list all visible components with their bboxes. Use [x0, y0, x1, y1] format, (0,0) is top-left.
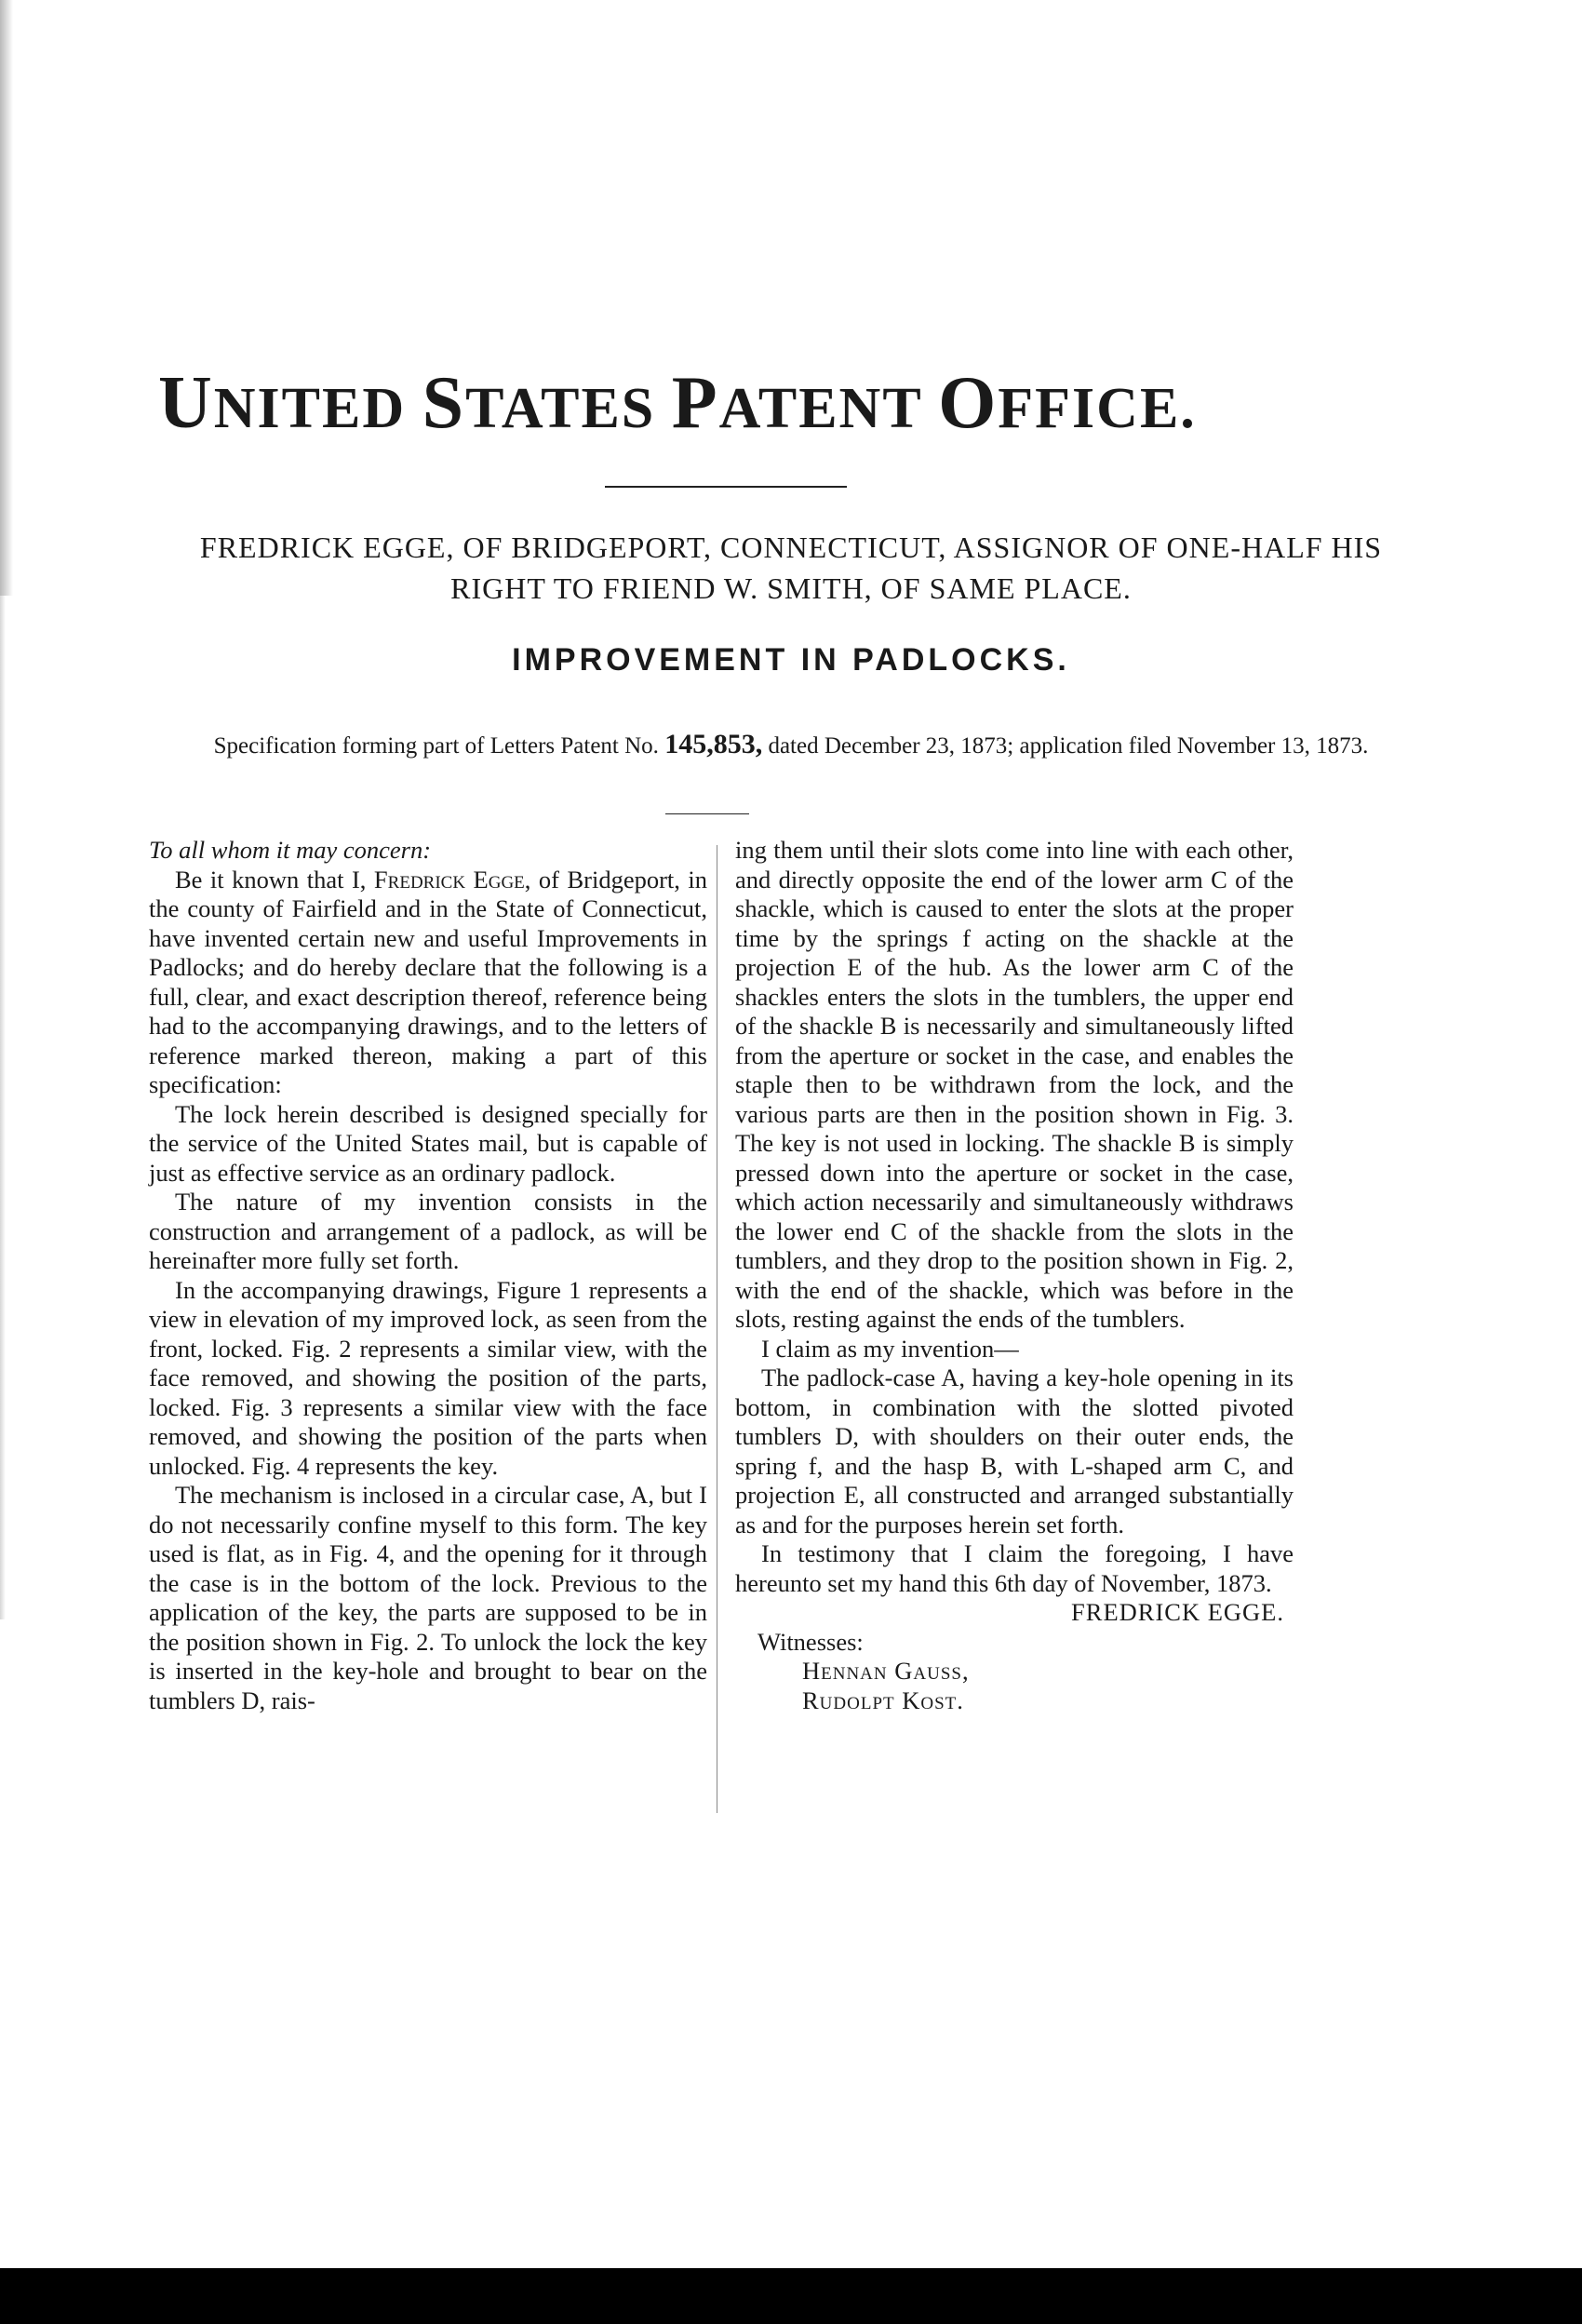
testimony: In testimony that I claim the foregoing, I have hereunto set my hand this 6th day of November, 1873. [735, 1539, 1294, 1597]
right-column [735, 836, 1294, 1715]
witness-2: Rudolpt Kost. [802, 1686, 964, 1714]
claim-intro: I claim as my invention— [761, 1334, 1019, 1363]
scan-edge-shadow [0, 0, 13, 596]
title-rule [605, 486, 847, 488]
office-title-letter: P [671, 362, 719, 444]
office-title-letter: S [422, 362, 466, 444]
witnesses-label: Witnesses: [757, 1627, 864, 1656]
office-title-rest: TATES [465, 377, 672, 440]
left-column [149, 836, 707, 1715]
office-title-letter: U [158, 362, 214, 444]
office-title-letter: O [938, 362, 999, 444]
specification-line [186, 728, 1396, 763]
paragraph-operation: ing them until their slots come into line with each other, and directly opposite the end of the lower arm C of the shackle, which is caused to enter the slots at the proper time by the springs f acting on the shackle at the projection E of the hub. As the lower arm C of the shackles enters the slots in the tumblers, the upper end of the shackle B is necessarily and simultaneously lifted from the aperture or socket in the case, and enables the staple then to be withdrawn from the lock, and the various parts are then in the position shown in Fig. 3. The key is not used in locking. The shackle B is simply pressed down into the aperture or socket in the case, which action necessarily and simultaneously withdraws the lower end C of the shackle from the slots in the tumblers, and they drop to the position shown in Fig. 2, with the end of the shackle, which was before in the slots, resting against the ends of the tumblers. [735, 836, 1294, 1333]
inventor-signature: FREDRICK EGGE. [1071, 1598, 1284, 1626]
intro-text-b: , of Bridgeport, in the county of Fairfield and in the State of Connecticut, have invented certain new and useful Improvements in Padlocks; and do hereby declare that the following is a full, clear, and exact description thereof, reference being had to the accompanying drawings, and to the letters of reference marked thereon, making a part of this specification: [149, 865, 707, 1098]
paragraph-intro [149, 866, 707, 1100]
scan-bottom-border [0, 2268, 1582, 2324]
paragraph-drawings: In the accompanying drawings, Figure 1 represents a view in elevation of my improved lock, as seen from the front, locked. Fig. 2 represents a similar view, with the face removed, and showing the position of the parts, locked. Fig. 3 represents a similar view with the face removed, and showing the position of the parts when unlocked. Fig. 4 represents the key. [149, 1275, 707, 1480]
spec-rule [665, 813, 749, 814]
office-title [158, 361, 1424, 446]
office-title-rest: FFICE. [998, 377, 1197, 440]
patent-number: 145,853, [664, 729, 763, 759]
spec-prefix: Specification forming part of Letters Patent No. [213, 733, 665, 759]
assignment-line: FREDRICK EGGE, OF BRIDGEPORT, CONNECTICUT, ASSIGNOR OF ONE-HALF HIS RIGHT TO FRIEND W. SMITH, OF SAME PLACE. [199, 531, 1383, 605]
invention-title: IMPROVEMENT IN PADLOCKS. [512, 642, 1070, 678]
office-title-rest: ATENT [718, 377, 939, 440]
intro-text-a: Be it known that I, [175, 865, 374, 893]
paragraph-purpose: The lock herein described is designed specially for the service of the United States mail, but is capable of just as effective service as an ordinary padlock. [149, 1099, 707, 1187]
scan-edge-shadow-lower [0, 596, 6, 1619]
spec-suffix: dated December 23, 1873; application filed November 13, 1873. [762, 733, 1369, 759]
salutation: To all whom it may concern: [149, 836, 432, 864]
inventor-name: Fredrick Egge [373, 865, 525, 893]
claim-text: The padlock-case A, having a key-hole opening in its bottom, in combination with the slotted pivoted tumblers D, with shoulders on their outer ends, the spring f, and the hasp B, with L-shaped arm C, and projection E, all constructed and arranged substantially as and for the purposes herein set forth. [735, 1364, 1294, 1538]
paragraph-mechanism: The mechanism is inclosed in a circular case, A, but I do not necessarily confine myself to this form. The key used is flat, as in Fig. 4, and the opening for it through the case is in the bottom of the lock. Previous to the application of the key, the parts are supposed to be in the position shown in Fig. 2. To unlock the lock the key is inserted in the key-hole and brought to bear on the tumblers D, rais- [149, 1481, 707, 1714]
paragraph-nature: The nature of my invention consists in the construction and arrangement of a padlock, as will be hereinafter more fully set forth. [149, 1188, 707, 1274]
office-title-rest: NITED [213, 377, 422, 440]
witness-1: Hennan Gauss, [802, 1657, 970, 1685]
